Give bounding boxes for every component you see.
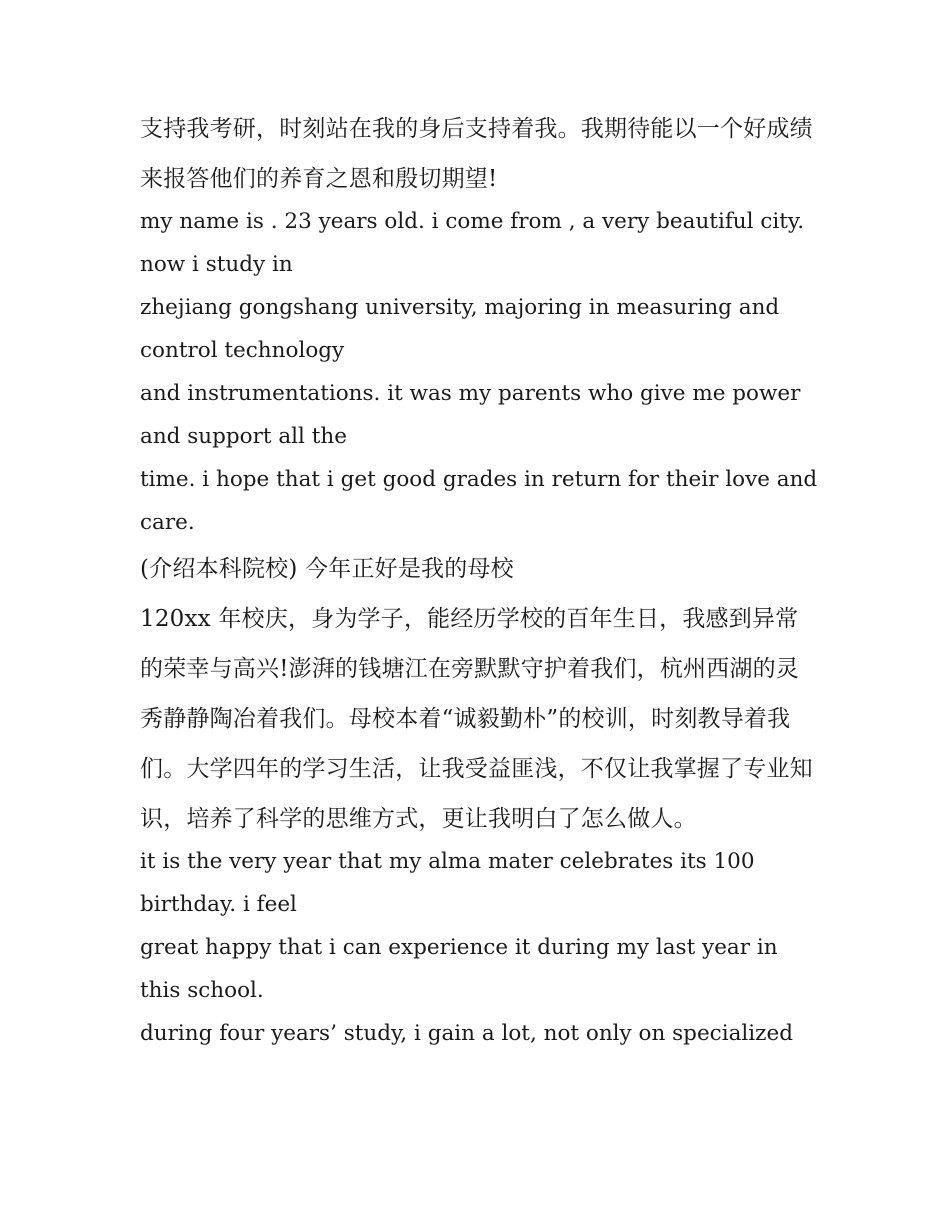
paragraph-zh-1: 支持我考研，时刻站在我的身后支持着我。我期待能以一个好成绩来报答他们的养育之恩和殷切期望! <box>140 116 813 192</box>
paragraph-en-4: time. i hope that i get good grades in return for their love and care. <box>140 467 818 535</box>
paragraph-en-7: during four years’ study, i gain a lot, not only on specialized <box>140 1021 793 1046</box>
document-body <box>140 104 820 1055</box>
paragraph-en-2: zhejiang gongshang university, majoring in measuring and control technology <box>140 295 780 363</box>
paragraph-zh-2: (介绍本科院校) 今年正好是我的母校 <box>140 556 514 582</box>
paragraph-en-6: great happy that i can experience it during my last year in this school. <box>140 935 778 1003</box>
paragraph-en-1: my name is . 23 years old. i come from , a very beautiful city. now i study in <box>140 209 805 277</box>
paragraph-en-5: it is the very year that my alma mater celebrates its 100 birthday. i feel <box>140 849 755 917</box>
paragraph-en-3: and instrumentations. it was my parents who give me power and support all the <box>140 381 801 449</box>
paragraph-zh-3: 120xx 年校庆，身为学子，能经历学校的百年生日，我感到异常的荣幸与高兴!澎湃的钱塘江在旁默默守护着我们，杭州西湖的灵秀静静陶冶着我们。母校本着“诚毅勤朴”的校训，时刻教导着我们。大学四年的学习生活，让我受益匪浅，不仅让我掌握了专业知识，培养了科学的思维方式，更让我明白了怎么做人。 <box>140 606 813 832</box>
